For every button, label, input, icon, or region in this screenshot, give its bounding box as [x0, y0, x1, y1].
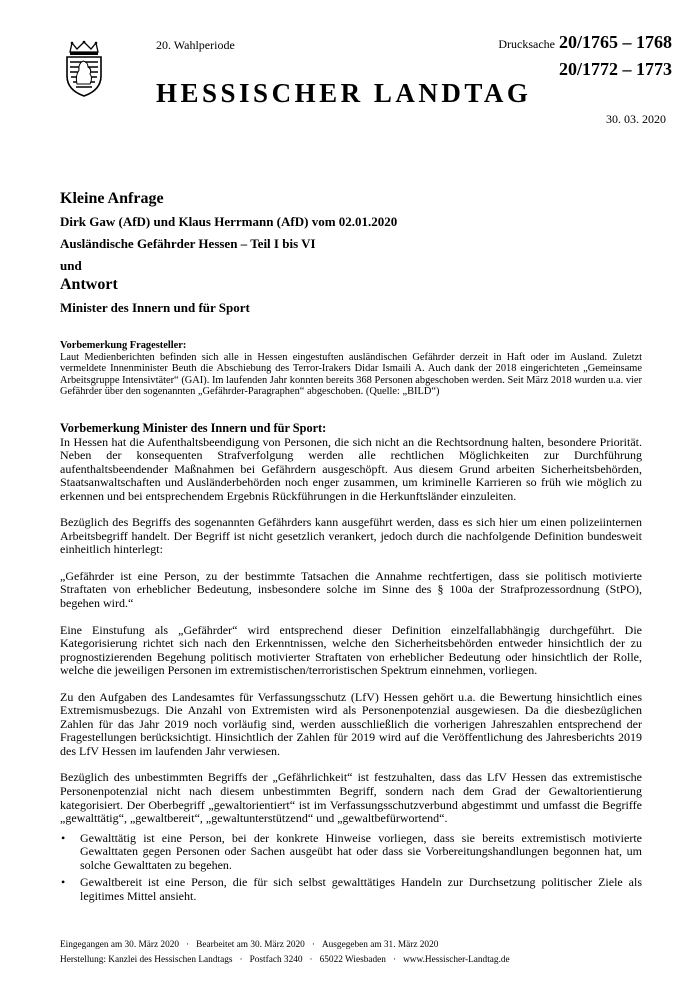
drucksache-label: Drucksache — [498, 37, 555, 51]
footer-ausgegeben: Ausgegeben am 31. März 2020 — [321, 940, 439, 950]
document-date: 30. 03. 2020 — [606, 112, 666, 126]
title-block — [60, 190, 660, 322]
paragraph: Bezüglich des Begriffs des sogenannten Gefährders kann ausgeführt werden, dass es sich hier um einen polizeiinternen Arbeitsbegriff handelt. Der Begriff ist nicht gesetzlich verankert, jedoch durch die nachfolgende Definition bundesweit einheitlich hinterlegt: — [60, 515, 642, 557]
paragraph: Zu den Aufgaben des Landesamtes für Verfassungsschutz (LfV) Hessen gehört u.a. die Bewertung hinsichtlich eines Extremismusbezugs. Die Anzahl von Extremisten wird als Personenpotenzial ausgewiesen. Da die diesbezüglichen Zahlen für das Jahr 2019 noch vorläufig sind, werden ausschließlich die vorherigen Jahreszahlen entsprechend der Fragestellungen berücksichtigt. Hinsichtlich der Zahlen für 2019 wird auf die Veröffentlichung des Jahresberichts 2019 des LfV Hessen im laufenden Jahr verwiesen. — [60, 689, 642, 758]
footer-bearbeitet: Bearbeitet am 30. März 2020 — [196, 940, 305, 950]
footer-separator: · — [311, 940, 315, 950]
paragraph: In Hessen hat die Aufenthaltsbeendigung von Personen, die sich nicht an die Rechtsordnung halten, besondere Priorität. Neben der konsequenten Strafverfolgung werden alle rechtlichen Möglichkeiten zur Durchführung aufenthaltsbeendender Maßnahmen bei Gefährdern ausgeschöpft. Aus diesem Grund arbeiten Sicherheitsbehörden, Staatsanwaltschaften und Ausländerbehörden noch enger zusammen, um kriminelle Karrieren so früh wie möglich zu erkennen und bei entsprechendem Ergebnis Rückführungen in die Herkunftsländer einzuleiten. — [60, 434, 642, 503]
footer-separator: · — [309, 955, 313, 965]
document-kind: Kleine Anfrage — [60, 190, 164, 207]
drucksache-line-2: 20/1772 – 1773 — [558, 59, 672, 79]
antwort-heading: Antwort — [60, 276, 118, 293]
footer-imprint — [60, 953, 660, 968]
list-item-text: Gewalttätig ist eine Person, bei der konkrete Hinweise vorliegen, dass sie bereits extremistisch motivierte Gewalttaten gegen Personen oder Sachen ausgeübt hat oder dass sie Vorbereitungshandlungen begonnen hat, um solche Gewalttaten zu begehen. — [80, 830, 642, 872]
list-item — [60, 876, 642, 903]
preliminary-remark-minister — [60, 422, 642, 907]
preliminary-remark-questioner — [60, 340, 642, 398]
footer-ort: 65022 Wiesbaden — [319, 955, 386, 965]
list-item-text: Gewaltbereit ist eine Person, die für sich selbst gewalttätiges Handeln zur Durchsetzung politischer Ziele als legitimes Mittel ansieht. — [80, 875, 642, 903]
footer-separator: · — [186, 940, 190, 950]
authors: Dirk Gaw (AfD) und Klaus Herrmann (AfD) vom 02.01.2020 — [60, 214, 398, 229]
drucksache-number — [498, 33, 672, 78]
preliminary-remark-questioner-heading: Vorbemerkung Fragesteller: — [60, 340, 187, 351]
hessen-coat-of-arms-icon — [62, 40, 106, 98]
minister: Minister des Innern und für Sport — [60, 300, 250, 315]
footer-herstellung: Herstellung: Kanzlei des Hessischen Landtags — [60, 955, 233, 965]
definition-quote: „Gefährder ist eine Person, zu der bestimmte Tatsachen die Annahme rechtfertigen, dass sie politisch motivierte Straftaten von erheblicher Bedeutung, insbesondere solche im Sinne des § 100a der Strafprozessordnung (StPO), begehen wird.“ — [60, 568, 642, 611]
footer-eingegangen: Eingegangen am 30. März 2020 — [60, 940, 180, 950]
und: und — [60, 258, 82, 273]
bullet-list — [60, 832, 642, 904]
footer-postfach: Postfach 3240 — [249, 955, 303, 965]
footer-separator: · — [392, 955, 397, 965]
footer-separator: · — [239, 955, 243, 965]
footer-website-link[interactable]: www.Hessischer-Landtag.de — [403, 955, 510, 965]
drucksache-line-1: 20/1765 – 1768 — [558, 32, 672, 52]
subject: Ausländische Gefährder Hessen – Teil I bis VI — [60, 236, 316, 251]
bullet-icon: • — [61, 875, 66, 890]
preliminary-remark-questioner-text: Laut Medienberichten befinden sich alle in Hessen eingestuften ausländischen Gefährder derzeit in Haft oder im Ausland. Zuletzt vermeldete Innenminister Beuth die Abschiebung des Terror-Irakers Didar Ismaili A. Auch dank der 2018 eingerichteten „Gemeinsame Arbeitsgruppe Intensivtäter“ (GAI). Im laufenden Jahr konnten bereits 368 Personen abgeschoben werden. Seit März 2018 wurden u.a. vier Gefährder über den sogenannten „Gefährder-Paragraphen“ abgeschoben. (Quelle: „BILD“) — [60, 351, 642, 398]
paragraph: Eine Einstufung als „Gefährder“ wird entsprechend dieser Definition einzelfallabhängig durchgeführt. Die Kategorisierung richtet sich nach den Erkenntnissen, welche den Sicherheitsbehörden entweder hinsichtlich der zu prognostizierenden Begehung politisch motivierter Straftaten von erheblicher Bedeutung oder hinsichtlich der Rolle, welche die jeweiligen Personen im extremistischen/terroristischen Spektrum einnehmen, vorliegen. — [60, 622, 642, 678]
landtag-title: HESSISCHER LANDTAG — [156, 78, 532, 108]
footer-dates — [60, 938, 660, 953]
preliminary-remark-minister-heading: Vorbemerkung Minister des Innern und für Sport: — [60, 421, 327, 435]
bullet-icon: • — [61, 830, 66, 845]
wahlperiode: 20. Wahlperiode — [156, 38, 235, 52]
list-item — [60, 832, 642, 873]
paragraph: Bezüglich des unbestimmten Begriffs der „Gefährlichkeit“ ist festzuhalten, dass das LfV Hessen das extremistische Personenpotenzial nicht nach diesem unbestimmten Begriff, sondern nach dem Grad der Gewaltorientierung kategorisiert. Der Oberbegriff „gewaltorientiert“ ist im Verfassungsschutzverbund abgestimmt und umfasst die Begriffe „gewalttätig“, „gewaltbereit“, „gewaltunterstützend“ und „gewaltbefürwortend“. — [60, 770, 642, 826]
footer — [60, 938, 660, 968]
